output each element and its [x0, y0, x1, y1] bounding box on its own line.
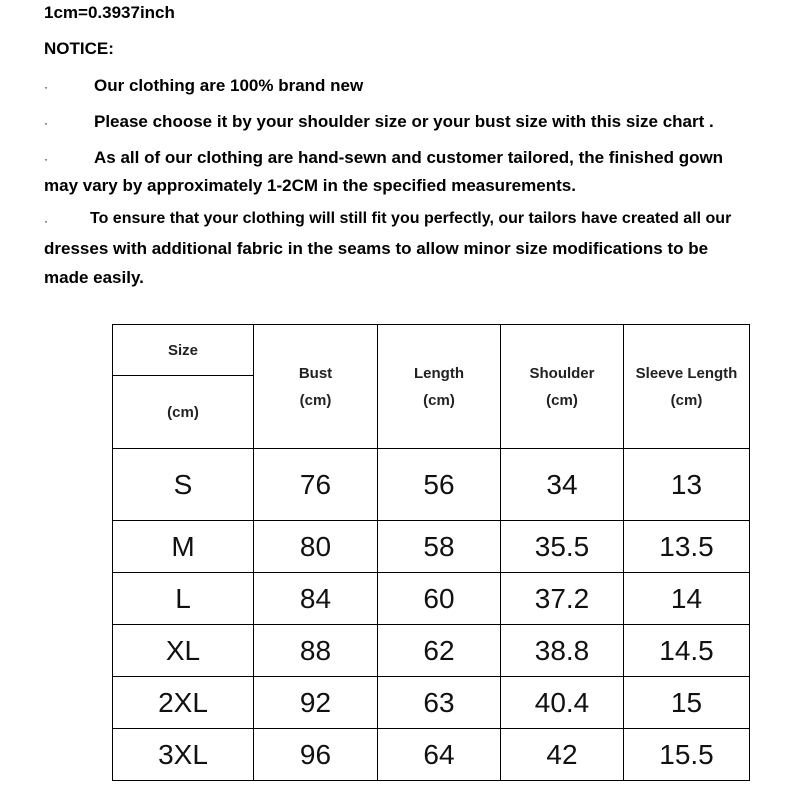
- bust-cell: 76: [254, 449, 378, 521]
- bullet-dot: ·: [44, 214, 48, 228]
- shoulder-cell: 38.8: [501, 625, 624, 677]
- sleeve-cell: 15.5: [624, 729, 750, 781]
- size-chart-table: [112, 324, 750, 781]
- column-header-label: Bust: [298, 364, 333, 382]
- shoulder-cell: 34: [501, 449, 624, 521]
- sleeve-cell: 13: [624, 449, 750, 521]
- bust-cell: 96: [254, 729, 378, 781]
- notice-line: may vary by approximately 1-2CM in the specified measurements.: [44, 176, 576, 195]
- length-cell: 64: [378, 729, 501, 781]
- table-header-row: [113, 325, 750, 449]
- length-cell: 58: [378, 521, 501, 573]
- table-row: [113, 677, 750, 729]
- sleeve-cell: 14: [624, 573, 750, 625]
- table-row: [113, 449, 750, 521]
- bullet-dot: ·: [44, 116, 48, 130]
- notice-line: dresses with additional fabric in the seams to allow minor size modifications to be: [44, 239, 709, 258]
- column-header-unit: (cm): [670, 391, 703, 409]
- notice-line: To ensure that your clothing will still fit you perfectly, our tailors have created all our: [90, 210, 732, 227]
- table-row: [113, 625, 750, 677]
- length-cell: 60: [378, 573, 501, 625]
- shoulder-cell: 37.2: [501, 573, 624, 625]
- column-header-bust: [254, 325, 378, 449]
- length-cell: 56: [378, 449, 501, 521]
- notice-line: made easily.: [44, 268, 144, 287]
- bust-cell: 88: [254, 625, 378, 677]
- sleeve-cell: 15: [624, 677, 750, 729]
- column-header-label: Sleeve Length: [635, 364, 738, 382]
- length-cell: 63: [378, 677, 501, 729]
- table-row: [113, 521, 750, 573]
- column-header-length: [378, 325, 501, 449]
- notice-line: Our clothing are 100% brand new: [94, 76, 364, 95]
- sleeve-cell: 14.5: [624, 625, 750, 677]
- column-header-unit: (cm): [299, 391, 332, 409]
- column-header-label: Shoulder: [529, 364, 595, 382]
- shoulder-cell: 42: [501, 729, 624, 781]
- table-row: [113, 573, 750, 625]
- size-cell: 2XL: [113, 677, 254, 729]
- shoulder-cell: 35.5: [501, 521, 624, 573]
- size-cell: XL: [113, 625, 254, 677]
- column-header-sleeve-length: [624, 325, 750, 449]
- bust-cell: 84: [254, 573, 378, 625]
- bust-cell: 92: [254, 677, 378, 729]
- unit-conversion-note: 1cm=0.3937inch: [44, 3, 175, 22]
- notice-line: As all of our clothing are hand-sewn and customer tailored, the finished gown: [94, 148, 724, 167]
- size-cell: M: [113, 521, 254, 573]
- size-cell: 3XL: [113, 729, 254, 781]
- bust-cell: 80: [254, 521, 378, 573]
- sleeve-cell: 13.5: [624, 521, 750, 573]
- table-row: [113, 729, 750, 781]
- notice-line: Please choose it by your shoulder size or your bust size with this size chart .: [94, 112, 714, 131]
- notice-title: NOTICE:: [44, 39, 114, 58]
- bullet-dot: ·: [44, 152, 48, 166]
- size-header-cell: [113, 325, 254, 449]
- length-cell: 62: [378, 625, 501, 677]
- column-header-shoulder: [501, 325, 624, 449]
- column-header-unit: (cm): [423, 391, 455, 409]
- size-header-unit: (cm): [167, 403, 199, 421]
- shoulder-cell: 40.4: [501, 677, 624, 729]
- size-header-label: Size: [167, 341, 198, 359]
- bullet-dot: ·: [44, 80, 48, 94]
- column-header-label: Length: [414, 364, 464, 382]
- column-header-unit: (cm): [546, 391, 578, 409]
- size-cell: L: [113, 573, 254, 625]
- size-cell: S: [113, 449, 254, 521]
